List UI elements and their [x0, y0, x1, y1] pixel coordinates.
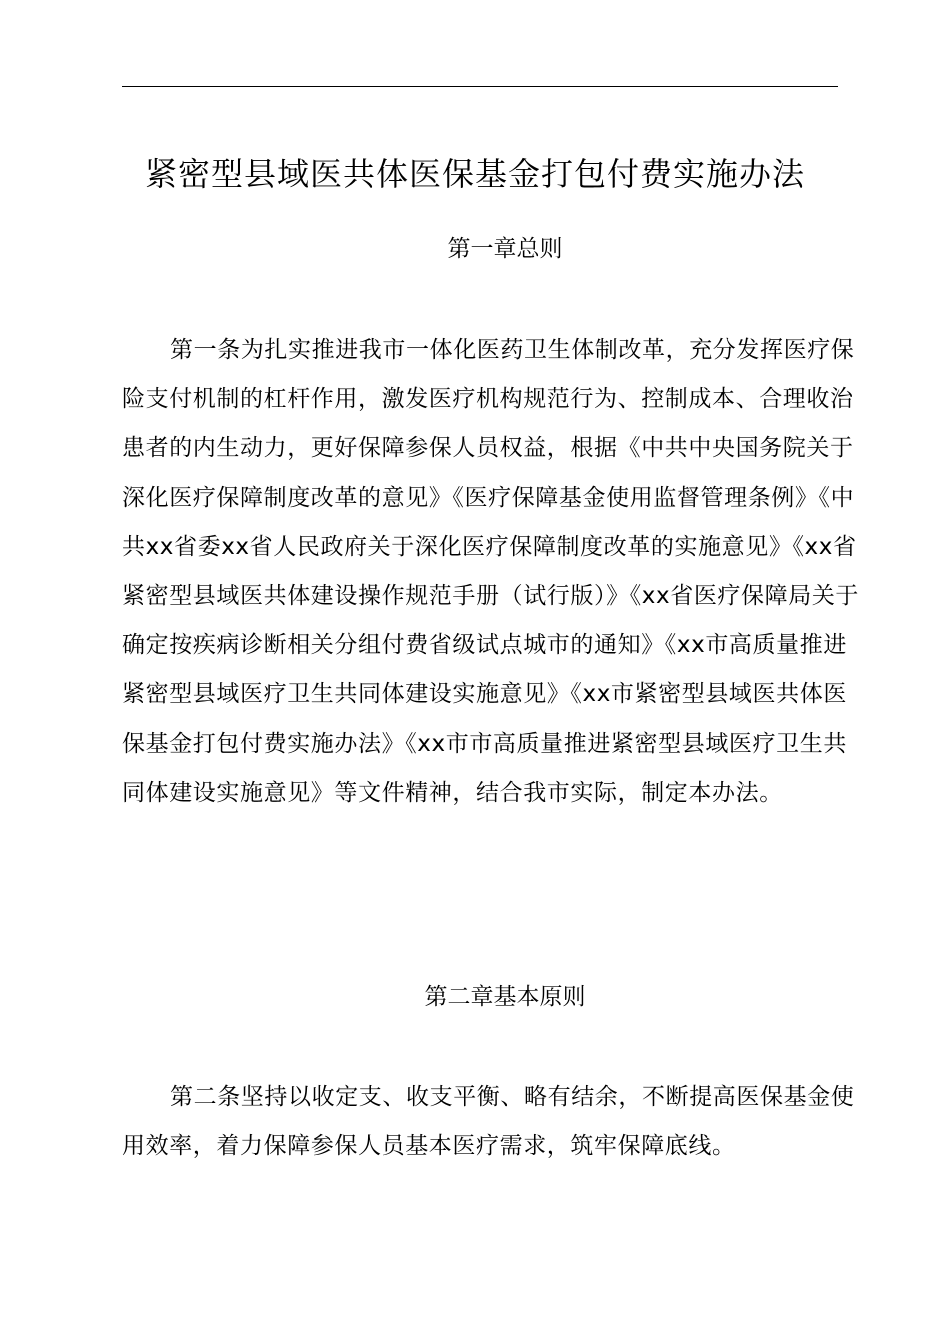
document-title: 紧密型县域医共体医保基金打包付费实施办法 [144, 155, 805, 193]
article-2-paragraph: 第二条坚持以收定支、收支平衡、略有结余，不断提高医保基金使用效率，着力保障参保人员基本医疗需求，筑牢保障底线。 [122, 1084, 855, 1160]
header-rule [122, 86, 838, 87]
chapter-1-heading: 第一章总则 [447, 236, 563, 262]
article-1-paragraph: 第一条为扎实推进我市一体化医药卫生体制改革，充分发挥医疗保险支付机制的杠杆作用，激发医疗机构规范行为、控制成本、合理收治患者的内生动力，更好保障参保人员权益，根据《中共中央国务院关于深化医疗保障制度改革的意见》《医疗保障基金使用监督管理条例》《中共xx省委xx省人民政府关于深化医疗保障制度改革的实施意见》《xx省紧密型县域医共体建设操作规范手册（试行版）》《xx省医疗保障局关于确定按疾病诊断相关分组付费省级试点城市的通知》《xx市高质量推进紧密型县域医疗卫生共同体建设实施意见》《xx市紧密型县域医共体医保基金打包付费实施办法》《xx市市高质量推进紧密型县域医疗卫生共同体建设实施意见》等文件精神，结合我市实际，制定本办法。 [122, 337, 860, 806]
chapter-2-heading: 第二章基本原则 [424, 984, 586, 1010]
